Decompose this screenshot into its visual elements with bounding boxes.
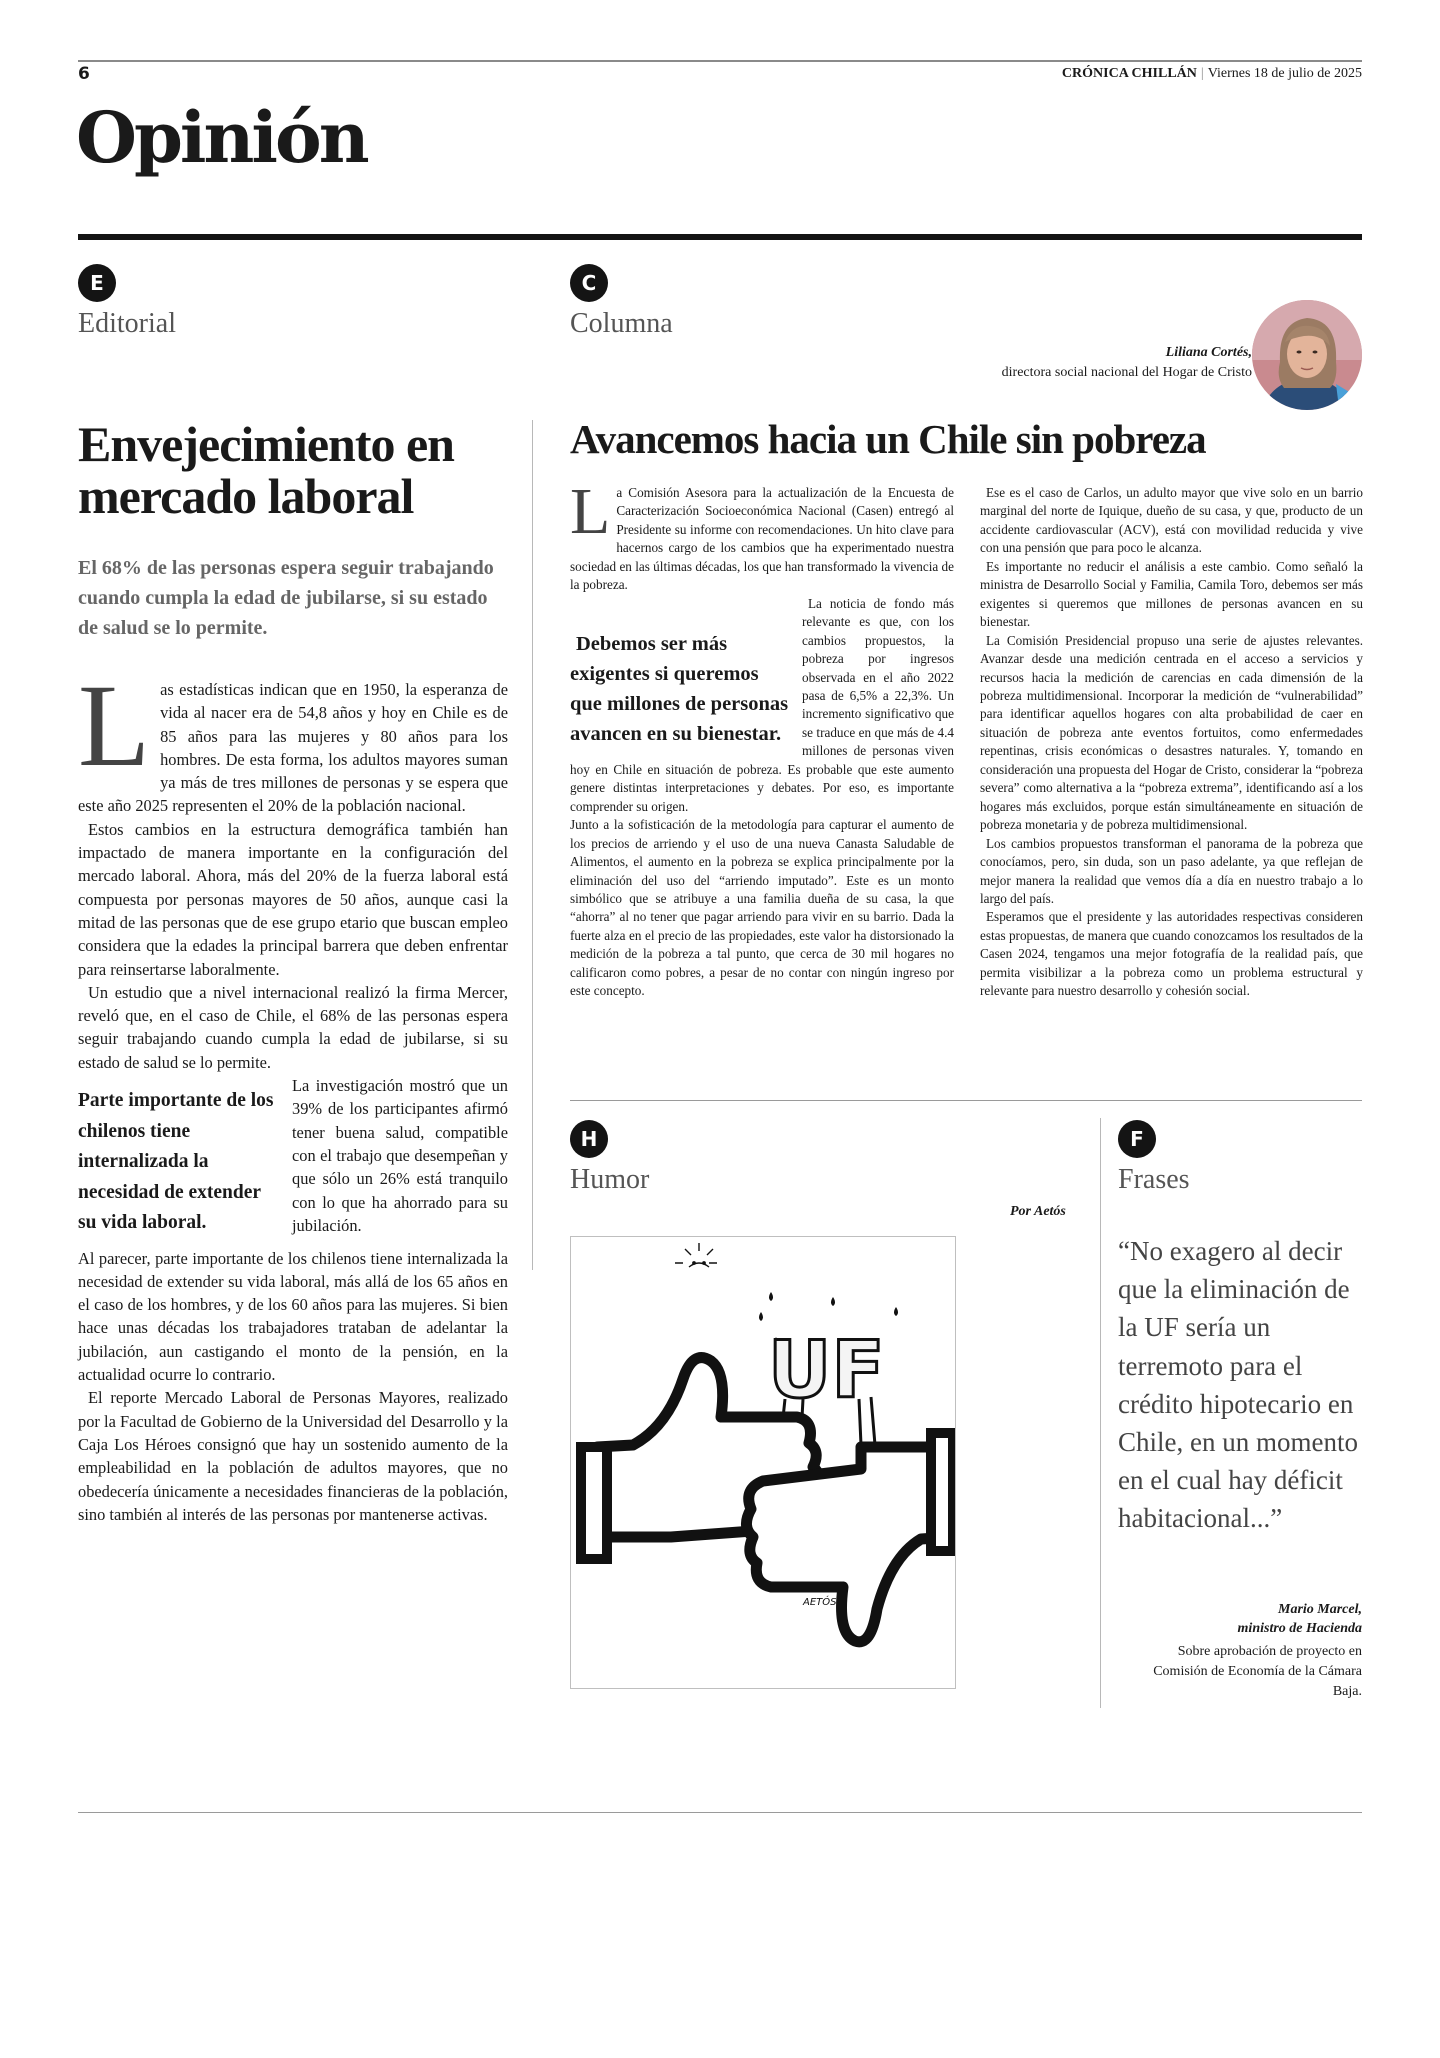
- cartoon-uf-letters: UF: [768, 1326, 885, 1416]
- editorial-badge: E: [78, 264, 116, 302]
- section-rule: [78, 234, 1362, 240]
- editorial-paragraph: Estos cambios en la estructura demográfica también han impactado de manera importante en la configuración del mercado laboral. Ahora, más del 20% de la fuerza laboral está compuesta por personas mayores de 50 años, aunque casi la mitad de las personas que de ese grupo etario que buscan empleo considera que la edades la principal barrera que deben enfrentar para reinsertarse laboralmente.: [78, 819, 508, 979]
- frases-label: Frases: [1118, 1164, 1190, 1195]
- column-divider: [532, 420, 533, 1270]
- editorial-body: [78, 660, 508, 1526]
- columna-paragraph: La Comisión Presidencial propuso una serie de ajustes relevantes. Avanzar desde una medición centrada en el acceso a servicios y recursos hacia la medición de carencias en cada dimensión de la pobreza multidimensional. Incorporar la medición de “vulnerabilidad” para identificar aquellos hogares con alta probabilidad de caer en situación de pobreza ante eventos fortuitos, como enfermedades repentinas, crisis económicas o desastres naturales. Y, tomando en consideración una propuesta del Hogar de Cristo, considerar la “pobreza severa” como alternativa a la “pobreza extrema”, identificando así a los hogares más excluidos, porque están simultáneamente en situación de pobreza monetaria y de pobreza multidimensional.: [980, 632, 1363, 833]
- editorial-paragraph: El reporte Mercado Laboral de Personas Mayores, realizado por la Facultad de Gobierno de la Universidad del Desarrollo y la Caja Los Héroes consignó que hay un sostenido aumento de la empleabilidad en la población de adultos mayores, que no obedecería únicamente a necesidades financieras de la población, sino también al interés de las personas por mantenerse activas.: [78, 1388, 508, 1524]
- editorial-text: as estadísticas indican que en 1950, la esperanza de vida al nacer era de 54,8 años y hoy en Chile es de 85 años para las mujeres y 80 años para los hombres. De esta forma, los adultos mayores suman ya más de tres millones de personas y se espera que este año 2025 representen el 20% de la población nacional.: [78, 680, 508, 816]
- humor-frases-divider: [1100, 1118, 1101, 1708]
- editorial-paragraph: Al parecer, parte importante de los chilenos tiene internalizada la necesidad de extender su vida laboral, más allá de los 65 años en el caso de los hombres, y de los 60 años para las mujeres. Si bien hace unas décadas los trabajadores trataban de adelantar la jubilación, aun castigando el monto de la pensión, en la actualidad ocurre lo contrario.: [78, 1248, 508, 1385]
- columna-label: Columna: [570, 308, 673, 339]
- columna-paragraph: Los cambios propuestos transforman el panorama de la pobreza que conocíamos, pero, sin duda, son un paso adelante, ya que reflejan de mejor manera la realidad que vemos día a día en nuestro trabajo a lo largo del país.: [980, 835, 1363, 906]
- footer-rule: [78, 1812, 1362, 1813]
- columna-body-left: [570, 475, 954, 1001]
- columna-paragraph: Junto a la sofisticación de la metodología para capturar el aumento de los precios de arriendo y el uso de una nueva Canasta Saludable de Alimentos, el aumento en la pobreza se explica principalmente por la eliminación del uso del “arriendo imputado”. Este es un monto simbólico que se atribuye a una familia dueña de su casa, la que “ahorra” al no tener que pagar arriendo para vivir en su barrio. Dada la fuerte alza en el precio de las propiedades, este valor ha distorsionado la medición de la pobreza a tal punto, que cerca de 30 mil hogares no calificaron como pobres, a pesar de no contar con ningún ingreso por este concepto.: [570, 817, 954, 999]
- columna-author: Liliana Cortés,: [1165, 345, 1252, 360]
- columna-paragraph: Ese es el caso de Carlos, un adulto mayor que vive solo en un barrio marginal del norte de Iquique, dueño de su casa, y que, producto de un accidente cardiovascular (ACV), está con movilidad reducida y vive con una pensión que para poco le alcanza.: [980, 485, 1363, 556]
- publication-name: CRÓNICA CHILLÁN: [1061, 66, 1197, 81]
- editorial-text: La investigación mostró que un 39% de los participantes afirmó tener buena salud, compatible con el trabajo que desempeñan y que sólo un 26% está tranquilo con lo que ha ahorrado para su jubilación.: [292, 1076, 508, 1235]
- editorial-headline: Envejecimiento en mercado laboral: [78, 416, 454, 524]
- header-rule: [78, 60, 1362, 62]
- editorial-deck: El 68% de las personas espera seguir trabajando cuando cumpla la edad de jubilarse, si su estado de salud se lo permite.: [78, 557, 494, 639]
- frases-badge: F: [1118, 1120, 1156, 1158]
- cartoon-signature: AETÓS: [803, 1597, 837, 1608]
- editorial-paragraph: Un estudio que a nivel internacional realizó la firma Mercer, reveló que, en el caso de Chile, el 68% de las personas espera seguir trabajando cuando cumpla la edad de jubilarse, si su estado de salud se lo permite.: [78, 982, 508, 1072]
- editorial-paragraph: [78, 660, 508, 818]
- editorial-dropcap: L: [78, 660, 151, 791]
- columna-headline: Avancemos hacia un Chile sin pobreza: [570, 416, 1206, 462]
- editorial-pullquote: Parte importante de los chilenos tiene internalizada la necesidad de extender su vida laboral.: [78, 1090, 274, 1234]
- author-portrait: [1252, 300, 1362, 410]
- columna-body-right: [980, 484, 1363, 1001]
- columna-bottom-rule: [570, 1100, 1362, 1101]
- frases-quote: “No exagero al decir que la eliminación de la UF sería un terremoto para el crédito hipotecario en Chile, en un momento en el cual hay déficit habitacional...”: [1118, 1236, 1358, 1534]
- columna-badge: C: [570, 264, 608, 302]
- columna-paragraph: Es importante no reducir el análisis a este cambio. Como señaló la ministra de Desarrollo Social y Familia, Camila Toro, debemos ser más exigentes si queremos que millones de personas avancen en su bienestar.: [980, 558, 1363, 630]
- humor-label: Humor: [570, 1164, 650, 1195]
- quote-context: Sobre aprobación de proyecto en Comisión de Economía de la Cámara Baja.: [1153, 1644, 1362, 1699]
- columna-author-role: directora social nacional del Hogar de Cristo: [1001, 365, 1252, 380]
- editorial-label: Editorial: [78, 308, 176, 339]
- quote-speaker-role: ministro de Hacienda: [1237, 1621, 1362, 1636]
- issue-date: Viernes 18 de julio de 2025: [1207, 66, 1362, 81]
- editorial-paragraph: [78, 1074, 508, 1237]
- columna-pullquote: Debemos ser más exigentes si queremos que millones de personas avancen en su bienestar.: [570, 632, 789, 745]
- page-number: 6: [78, 64, 90, 84]
- columna-paragraph: [570, 595, 954, 816]
- section-title: Opinión: [76, 96, 367, 179]
- columna-paragraph: Esperamos que el presidente y las autoridades respectivas consideren estas propuestas, de manera que cuando conozcamos los resultados de la Casen 2024, tengamos una mejor fotografía de la realidad país, que permita visibilizar a la pobreza como un problema estructural y relevante para nuestro desarrollo y cohesión social.: [980, 909, 1363, 999]
- cartoon-image: [570, 1236, 956, 1689]
- masthead: [1062, 66, 1362, 82]
- columna-text: a Comisión Asesora para la actualización de la Encuesta de Caracterización Socioeconómica Nacional (Casen) entregó al Presidente su informe con recomendaciones. Un hito clave para hacernos cargo de los cambios que ha experimentado nuestra sociedad en las últimas décadas, los que han transformado la vivencia de la pobreza.: [570, 485, 954, 593]
- columna-paragraph: [570, 475, 954, 595]
- columna-text: La noticia de fondo más relevante es que, con los cambios propuestos, la pobreza por ingresos observada en el año 2022 pasa de 6,5% a 22,3%. Un incremento significativo que se traduce en que más de 4.4 millones de personas viven hoy en Chile en situación de pobreza. Es probable que este aumento genere distintas interpretaciones y debates. Por eso, es importante comprender su origen.: [570, 595, 954, 814]
- quote-speaker: Mario Marcel,: [1278, 1602, 1362, 1617]
- humor-badge: H: [570, 1120, 608, 1158]
- columna-dropcap: L: [570, 475, 611, 548]
- masthead-separator: |: [1200, 66, 1204, 81]
- cartoon-credit: Por Aetós: [1010, 1204, 1066, 1219]
